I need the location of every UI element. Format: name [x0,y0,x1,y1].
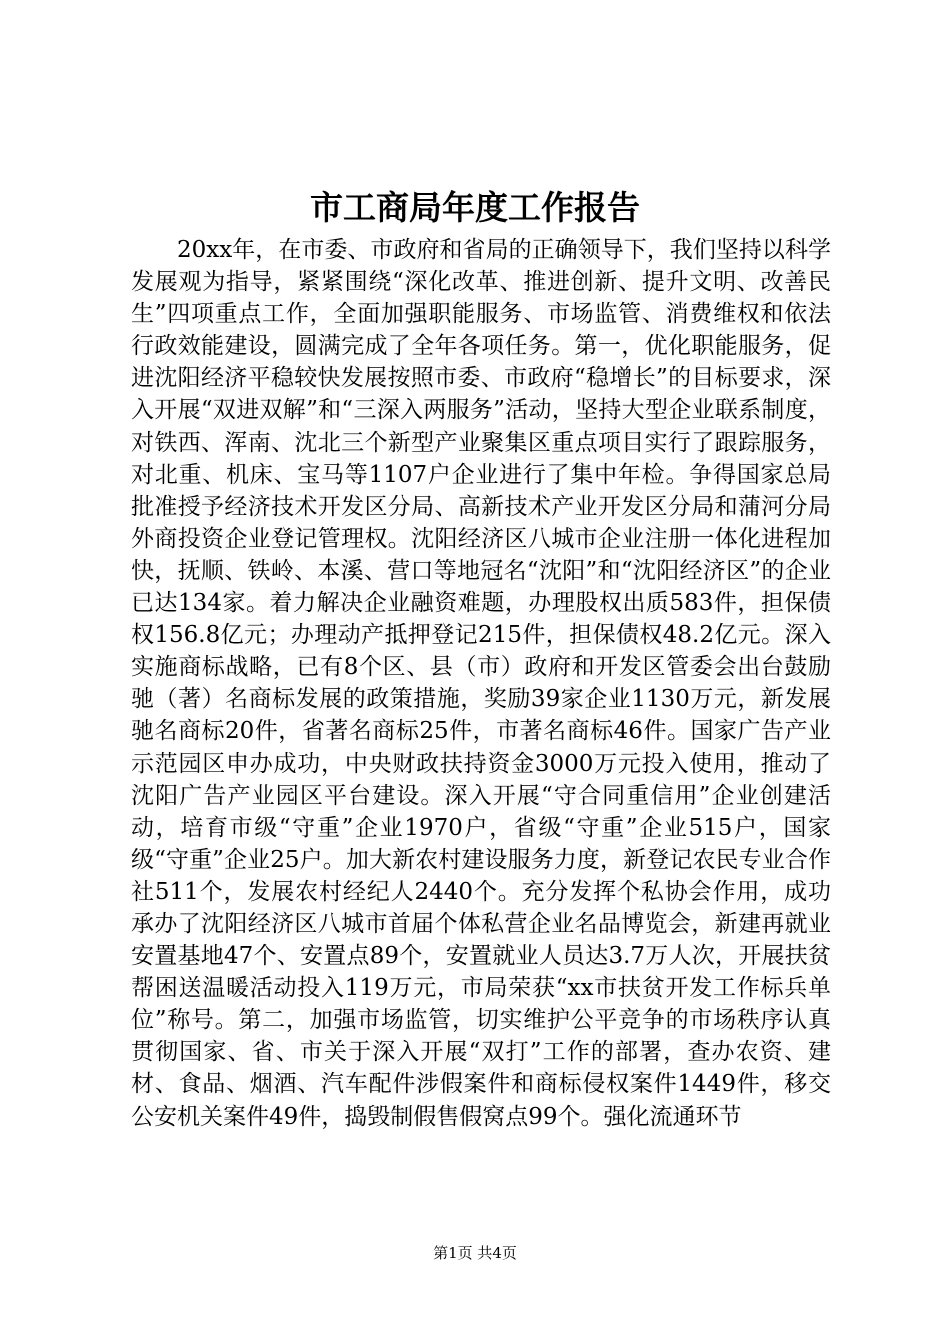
document-body: 20xx年，在市委、市政府和省局的正确领导下，我们坚持以科学发展观为指导，紧紧围绕“深化改革、推进创新、提升文明、改善民生”四项重点工作，全面加强职能服务、市场监管、消费维权和依法行政效能建设，圆满完成了全年各项任务。第一，优化职能服务，促进沈阳经济平稳较快发展按照市委、市政府“稳增长”的目标要求，深入开展“双进双解”和“三深入两服务”活动，坚持大型企业联系制度，对铁西、浑南、沈北三个新型产业聚集区重点项目实行了跟踪服务，对北重、机床、宝马等1107户企业进行了集中年检。争得国家总局批准授予经济技术开发区分局、高新技术产业开发区分局和蒲河分局外商投资企业登记管理权。沈阳经济区八城市企业注册一体化进程加快，抚顺、铁岭、本溪、营口等地冠名“沈阳”和“沈阳经济区”的企业已达134家。着力解决企业融资难题，办理股权出质583件，担保债权156.8亿元；办理动产抵押登记215件，担保债权48.2亿元。深入实施商标战略，已有8个区、县（市）政府和开发区管委会出台鼓励驰（著）名商标发展的政策措施，奖励39家企业1130万元，新发展驰名商标20件，省著名商标25件，市著名商标46件。国家广告产业示范园区申办成功，中央财政扶持资金3000万元投入使用，推动了沈阳广告产业园区平台建设。深入开展“守合同重信用”企业创建活动，培育市级“守重”企业1970户，省级“守重”企业515户，国家级“守重”企业25户。加大新农村建设服务力度，新登记农民专业合作社511个，发展农村经纪人2440个。充分发挥个私协会作用，成功承办了沈阳经济区八城市首届个体私营企业名品博览会，新建再就业安置基地47个、安置点89个，安置就业人员达3.7万人次，开展扶贫帮困送温暖活动投入119万元，市局荣获“xx市扶贫开发工作标兵单位”称号。第二，加强市场监管，切实维护公平竞争的市场秩序认真贯彻国家、省、市关于深入开展“双打”工作的部署，查办农资、建材、食品、烟酒、汽车配件涉假案件和商标侵权案件1449件，移交公安机关案件49件，捣毁制假售假窝点99个。强化流通环节 [131,237,831,1130]
page-footer: 第1页 共4页 [433,1244,517,1262]
document-title: 市工商局年度工作报告 [310,188,640,227]
